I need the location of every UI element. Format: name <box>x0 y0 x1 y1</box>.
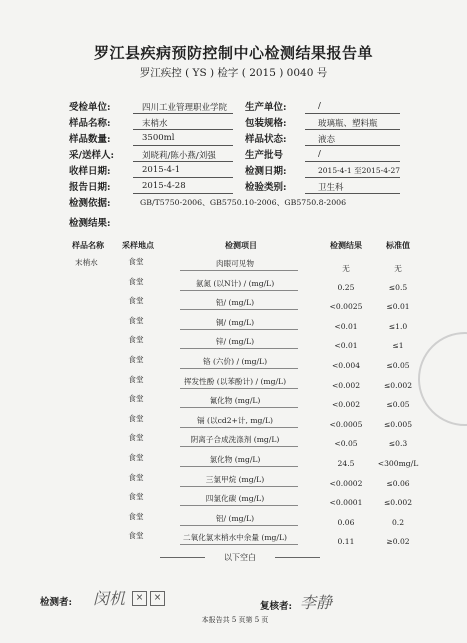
row-standard: ≤0.3 <box>388 439 408 449</box>
col-header-result: 检测结果 <box>330 240 362 250</box>
category-value: 卫生科 <box>318 183 344 193</box>
received-value: 2015-4-1 <box>142 165 181 175</box>
page-footer: 本报告共 5 页第 5 页 <box>201 616 269 624</box>
row-underline <box>180 486 298 487</box>
row-underline <box>180 388 298 389</box>
report-title: 罗江县疾病预防控制中心检测结果报告单 <box>93 44 373 62</box>
row-underline <box>180 270 298 271</box>
row-result: <0.002 <box>331 380 361 390</box>
col-header-standard: 标准值 <box>386 240 410 250</box>
sampler-label: 采/送样人: <box>69 150 114 161</box>
check-box: × <box>150 591 165 606</box>
report-date-value: 2015-4-28 <box>142 181 186 191</box>
underline <box>133 113 233 114</box>
row-result: <0.0005 <box>329 419 363 429</box>
row-underline <box>180 290 298 291</box>
report-date-label: 报告日期: <box>69 182 111 193</box>
row-location: 食堂 <box>128 472 144 482</box>
row-result: <0.0001 <box>329 498 363 508</box>
row-result: 0.06 <box>337 517 355 527</box>
test-date-label: 检测日期: <box>245 166 287 177</box>
row-test-item: 三氯甲烷 (mg/L) <box>205 474 265 484</box>
row-standard: ≤0.002 <box>383 380 413 390</box>
col-header-sample: 样品名称 <box>72 240 104 250</box>
row-underline <box>180 309 298 310</box>
sampler-value: 刘晓莉/陈小燕/刘强 <box>142 151 216 161</box>
underline <box>305 145 400 146</box>
row-result: <0.004 <box>331 361 361 370</box>
row-test-item: 挥发性酚 (以苯酚计) / (mg/L) <box>183 376 287 386</box>
row-underline <box>180 544 298 545</box>
results-label: 检测结果: <box>69 218 111 229</box>
row-location: 食堂 <box>128 335 144 345</box>
row-result: <0.0025 <box>329 302 363 312</box>
underline <box>305 177 400 178</box>
row-underline <box>180 407 298 408</box>
row-standard: ≤0.002 <box>383 498 413 508</box>
row-location: 食堂 <box>128 511 144 521</box>
row-result: <0.01 <box>334 321 358 331</box>
underline <box>305 113 400 114</box>
row-location: 食堂 <box>128 355 144 364</box>
row-location: 食堂 <box>128 374 144 384</box>
row-test-item: 氯化物 (mg/L) <box>209 455 261 464</box>
row-underline <box>180 368 298 369</box>
client-label: 受检单位: <box>69 102 111 113</box>
row-location: 食堂 <box>128 394 144 404</box>
row-test-item: 铅/ (mg/L) <box>215 298 255 308</box>
row-location: 食堂 <box>128 315 144 325</box>
col-header-location: 采样地点 <box>122 240 154 250</box>
row-standard: ≤0.06 <box>386 478 410 488</box>
document-number: 罗江疾控 ( YS ) 检字 ( 2015 ) 0040 号 <box>139 67 328 79</box>
category-label: 检验类别: <box>245 182 287 193</box>
row-standard: 0.2 <box>391 517 405 527</box>
row-underline <box>180 427 298 428</box>
row-underline <box>180 329 298 330</box>
row-result: <0.05 <box>334 439 358 449</box>
row-result: <0.01 <box>334 341 358 351</box>
row-test-item: 四氯化碳 (mg/L) <box>205 494 265 504</box>
row-test-item: 锌/ (mg/L) <box>215 337 255 347</box>
row-test-item: 阴离子合成洗涤剂 (mg/L) <box>190 435 280 445</box>
basis-value: GB/T5750-2006、GB5750.10-2006、GB5750.8-2006 <box>140 198 347 207</box>
underline <box>305 193 400 194</box>
underline <box>133 145 233 146</box>
tester-signature: 闵机 <box>93 589 126 608</box>
quantity-value: 3500ml <box>142 133 175 143</box>
end-line-right <box>275 557 320 558</box>
row-location: 食堂 <box>128 433 144 443</box>
package-label: 包装规格: <box>245 118 287 129</box>
row-standard: <300mg/L <box>377 459 419 468</box>
row-result: 0.11 <box>337 537 355 547</box>
row-location: 食堂 <box>128 492 144 502</box>
row-standard: ≤1.0 <box>388 321 408 331</box>
batch-label: 生产批号 <box>245 150 284 161</box>
manufacturer-label: 生产单位: <box>245 102 287 113</box>
row-test-item: 氨氮 (以N计) / (mg/L) <box>195 278 275 288</box>
row-underline <box>180 348 298 349</box>
row-standard: ≥0.02 <box>386 537 410 547</box>
sample-name-value: 末梢水 <box>142 119 168 129</box>
row-location: 食堂 <box>128 531 144 541</box>
state-value: 液态 <box>318 135 336 145</box>
row-test-item: 二氧化氯末梢水中余量 (mg/L) <box>183 533 287 543</box>
row-location: 食堂 <box>128 276 144 286</box>
row-underline <box>180 505 298 506</box>
end-marker: 以下空白 <box>224 553 256 562</box>
row-standard: ≤0.005 <box>383 419 413 429</box>
row-underline <box>180 525 298 526</box>
row-test-item: 铜/ (mg/L) <box>215 317 255 327</box>
package-value: 玻璃瓶、塑料瓶 <box>318 119 378 129</box>
row-test-item: 氰化物 (mg/L) <box>209 396 261 406</box>
row-location: 食堂 <box>128 453 144 462</box>
reviewer-signature: 李静 <box>300 593 333 612</box>
row-location: 食堂 <box>128 413 144 423</box>
row-result: 24.5 <box>337 459 355 468</box>
sample-name-cell: 末梢水 <box>75 258 98 267</box>
sample-name-label: 样品名称: <box>69 118 111 129</box>
row-standard: ≤0.05 <box>386 400 410 410</box>
row-result: <0.0002 <box>329 478 363 488</box>
underline <box>305 129 400 130</box>
underline <box>133 193 233 194</box>
underline <box>133 161 233 162</box>
row-underline <box>180 446 298 447</box>
client-value: 四川工业管理职业学院 <box>142 103 228 113</box>
manufacturer-value: / <box>318 101 321 111</box>
reviewer-label: 复核者: <box>260 601 293 612</box>
row-test-item: 镉 (以cd2+计, mg/L) <box>197 415 273 425</box>
received-label: 收样日期: <box>69 166 111 177</box>
underline <box>133 129 233 130</box>
row-standard: ≤0.01 <box>386 302 410 312</box>
row-standard: ≤1 <box>392 341 404 351</box>
quantity-label: 样品数量: <box>69 134 111 145</box>
row-standard: 无 <box>394 264 402 273</box>
underline <box>305 161 400 162</box>
row-result: <0.002 <box>331 400 361 410</box>
row-result: 0.25 <box>337 282 355 292</box>
row-standard: ≤0.05 <box>386 361 410 370</box>
tester-label: 检测者: <box>40 597 73 608</box>
row-underline <box>180 466 298 467</box>
test-date-value: 2015-4-1 至2015-4-27 <box>318 166 401 175</box>
row-location: 食堂 <box>128 296 144 306</box>
row-result: 无 <box>342 264 350 273</box>
underline <box>133 177 233 178</box>
official-seal <box>418 332 467 426</box>
col-header-item: 检测项目 <box>225 240 257 250</box>
check-box: × <box>132 591 147 606</box>
row-location: 食堂 <box>128 257 144 266</box>
basis-label: 检测依据: <box>69 198 111 209</box>
row-test-item: 铬 (六价) / (mg/L) <box>202 357 268 366</box>
row-test-item: 铝/ (mg/L) <box>215 513 255 523</box>
row-standard: ≤0.5 <box>388 282 408 292</box>
state-label: 样品状态: <box>245 134 287 145</box>
batch-value: / <box>318 149 321 159</box>
row-test-item: 肉眼可见物 <box>216 259 254 268</box>
